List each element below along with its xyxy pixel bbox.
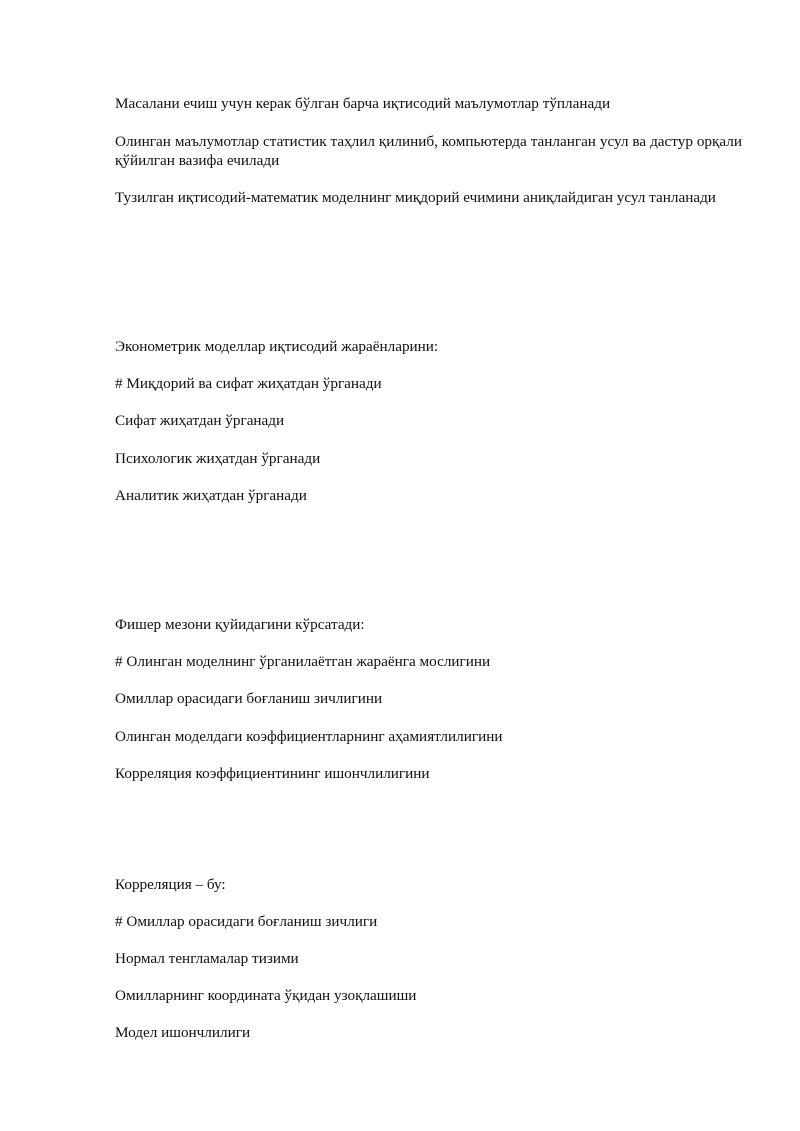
question-2-stem: Фишер мезони қуйидагини кўрсатади: — [115, 616, 365, 633]
question-2-option-1: # Олинган моделнинг ўрганилаётган жараёнга мослигини — [115, 653, 491, 670]
question-3-option-4: Модел ишончлилиги — [115, 1024, 251, 1041]
question-3-option-2: Нормал тенгламалар тизими — [115, 950, 299, 967]
intro-paragraph-3: Тузилган иқтисодий-математик моделнинг миқдорий ечимини аниқлайдиган усул танланади — [115, 189, 716, 206]
question-1-stem: Эконометрик моделлар иқтисодий жараёнларини: — [115, 338, 439, 355]
question-1-option-1: # Миқдорий ва сифат жиҳатдан ўрганади — [115, 375, 382, 392]
question-2-option-2: Омиллар орасидаги боғланиш зичлигини — [115, 690, 383, 707]
intro-paragraph-2: Олинган маълумотлар статистик таҳлил қилиниб, компьютерда танланган усул ва дастур орқали қўйилган вазифа ечилади — [115, 133, 742, 169]
question-2-option-3: Олинган моделдаги коэффициентларнинг аҳамиятлилигини — [115, 728, 503, 745]
question-3-stem: Корреляция – бу: — [115, 876, 226, 893]
intro-paragraph-1: Масалани ечиш учун керак бўлган барча иқтисодий маълумотлар тўпланади — [115, 95, 611, 112]
question-3-option-1: # Омиллар орасидаги боғланиш зичлиги — [115, 913, 378, 930]
question-1-option-4: Аналитик жиҳатдан ўрганади — [115, 487, 307, 504]
question-1-option-3: Психологик жиҳатдан ўрганади — [115, 450, 321, 467]
question-3-option-3: Омилларнинг координата ўқидан узоқлашиши — [115, 987, 417, 1004]
question-1-option-2: Сифат жиҳатдан ўрганади — [115, 412, 285, 429]
question-2-option-4: Корреляция коэффициентининг ишончлилигини — [115, 765, 430, 782]
